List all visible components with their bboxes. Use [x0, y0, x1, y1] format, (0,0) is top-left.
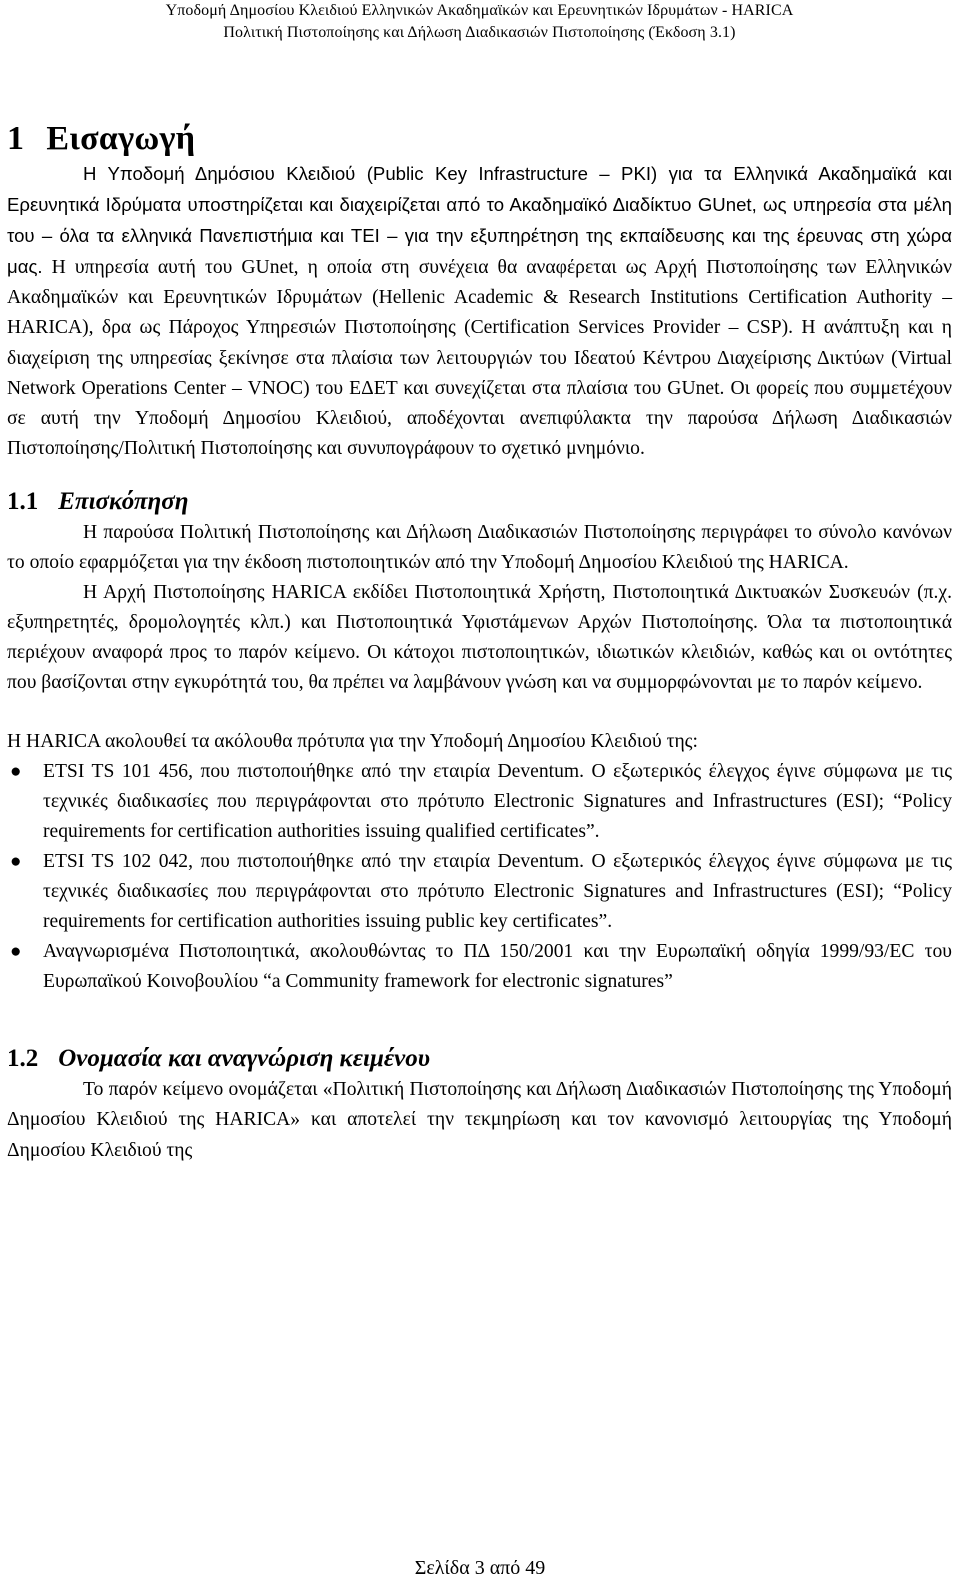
intro-sentence-2: Η υπηρεσία αυτή του GUnet, η οποία στη συνέχεια θα αναφέρεται ως Αρχή Πιστοποίησης των Ελληνικών Ακαδημαϊκών και Ερευνητικών Ιδρυμάτων (Hellenic Academic & Research Institutions Certification Authority – HARICA), δρα ως Πάροχος Υπηρεσιών Πιστοποίησης (Certification Services Provider – CSP).	[7, 257, 952, 339]
list-item	[7, 757, 952, 847]
list-item	[7, 847, 952, 937]
standards-intro: Η HARICA ακολουθεί τα ακόλουθα πρότυπα για την Υποδομή Δημοσίου Κλειδιού της:	[7, 730, 698, 752]
section-1-2-title: Ονομασία και αναγνώριση κειμένου	[58, 1045, 430, 1073]
section-1-1-heading	[7, 486, 952, 518]
page-number-footer: Σελίδα 3 από 49	[414, 1557, 546, 1579]
section-1-2-number: 1.2	[7, 1045, 39, 1073]
section-1-number: 1	[7, 120, 25, 157]
section-1-1-number: 1.1	[7, 487, 39, 515]
section-1-title: Εισαγωγή	[46, 120, 196, 157]
header-line-1: Υποδομή Δημοσίου Κλειδιού Ελληνικών Ακαδημαϊκών και Ερευνητικών Ιδρυμάτων - HARICA	[165, 2, 794, 19]
standard-text: ETSI TS 101 456, που πιστοποιήθηκε από την εταιρία Deventum. Ο εξωτερικός έλεγχος έγινε σύμφωνα με τις τεχνικές διαδικασίες που περιγράφονται στο πρότυπο Electronic Signatures and Infrastructures (ESI); “Policy requirements for certification authorities issuing qualified certificates”.	[43, 760, 952, 842]
section-1-intro-paragraph	[7, 159, 952, 464]
intro-sentence-3: Η ανάπτυξη και η διαχείριση της υπηρεσίας ξεκίνησε στα πλαίσια των λειτουργιών του Ιδεατού Κέντρου Διαχείρισης Δικτύων (Virtual Network Operations Center – VNOC) του ΕΔΕΤ και συνεχίζεται στα πλαίσια του GUnet.	[7, 317, 952, 399]
bullet-icon: ●	[10, 760, 22, 782]
standards-list	[7, 757, 952, 998]
intro-sentence-4: Οι φορείς που συμμετέχουν σε αυτή την Υποδομή Δημοσίου Κλειδιού, αποδέχονται ανεπιφύλακτα την παρούσα Δήλωση Διαδικασιών Πιστοποίησης/Πολιτική Πιστοποίησης και συνυπογράφουν το σχετικό μνημόνιο.	[7, 377, 952, 459]
section-1-heading	[7, 119, 952, 159]
standard-text: ETSI TS 102 042, που πιστοποιήθηκε από την εταιρία Deventum. Ο εξωτερικός έλεγχος έγινε σύμφωνα με τις τεχνικές διαδικασίες που περιγράφονται στο πρότυπο Electronic Signatures and Infrastructures (ESI); “Policy requirements for certification authorities issuing public key certificates”.	[43, 850, 952, 933]
standard-text: Αναγνωρισμένα Πιστοποιητικά, ακολουθώντας το ΠΔ 150/2001 και την Ευρωπαϊκή οδηγία 1999/93/EC του Ευρωπαϊκού Κοινοβουλίου “a Community framework for electronic signatures”	[43, 941, 952, 993]
running-header	[7, 0, 952, 44]
naming-paragraph: Το παρόν κείμενο ονομάζεται «Πολιτική Πιστοποίησης και Δήλωση Διαδικασιών Πιστοποίησης της Υποδομή Δημοσίου Κλειδιού της HARICA» και αποτελεί την τεκμηρίωση και τον κανονισμό λειτουργίας της Υποδομή Δημοσίου Κλειδιού της	[7, 1079, 952, 1161]
intro-sentence-1: Η Υποδομή Δημόσιου Κλειδιού (Public Key Infrastructure – PKI) για τα Ελληνικά Ακαδημαϊκά και Ερευνητικά Ιδρύματα υποστηρίζεται και διαχειρίζεται από το Ακαδημαϊκό Διαδίκτυο GUnet, ως υπηρεσία στα μέλη του – όλα τα ελληνικά Πανεπιστήμια και ΤΕΙ – για την εξυπηρέτηση της εκπαίδευσης και της έρευνας στη χώρα μας.	[7, 163, 952, 278]
section-1-2-heading	[7, 1043, 952, 1075]
overview-paragraph-2: Η Αρχή Πιστοποίησης HARICA εκδίδει Πιστοποιητικά Χρήστη, Πιστοποιητικά Δικτυακών Συσκευών (π.χ. εξυπηρετητές, δρομολογητές κλπ.) και Πιστοποιητικά Υφιστάμενων Αρχών Πιστοποίησης. Όλα τα πιστοποιητικά περιέχουν αναφορά προς το παρόν κείμενο. Οι κάτοχοι πιστοποιητικών, ιδιωτικών κλειδιών, καθώς και οι οντότητες που βασίζονται στην εγκυρότητά του, θα πρέπει να λαμβάνουν γνώση και να συμμορφώνονται με το παρόν κείμενο.	[7, 582, 952, 694]
bullet-icon: ●	[10, 850, 22, 872]
header-line-2: Πολιτική Πιστοποίησης και Δήλωση Διαδικασιών Πιστοποίησης (Έκδοση 3.1)	[223, 24, 736, 41]
section-1-1-title: Επισκόπηση	[58, 487, 189, 515]
list-item	[7, 937, 952, 997]
bullet-icon: ●	[10, 941, 22, 963]
overview-paragraph-1: Η παρούσα Πολιτική Πιστοποίησης και Δήλωση Διαδικασιών Πιστοποίησης περιγράφει το σύνολο κανόνων το οποίο εφαρμόζεται για την έκδοση πιστοποιητικών από την Υποδομή Δημοσίου Κλειδιού της HARICA.	[7, 521, 952, 574]
